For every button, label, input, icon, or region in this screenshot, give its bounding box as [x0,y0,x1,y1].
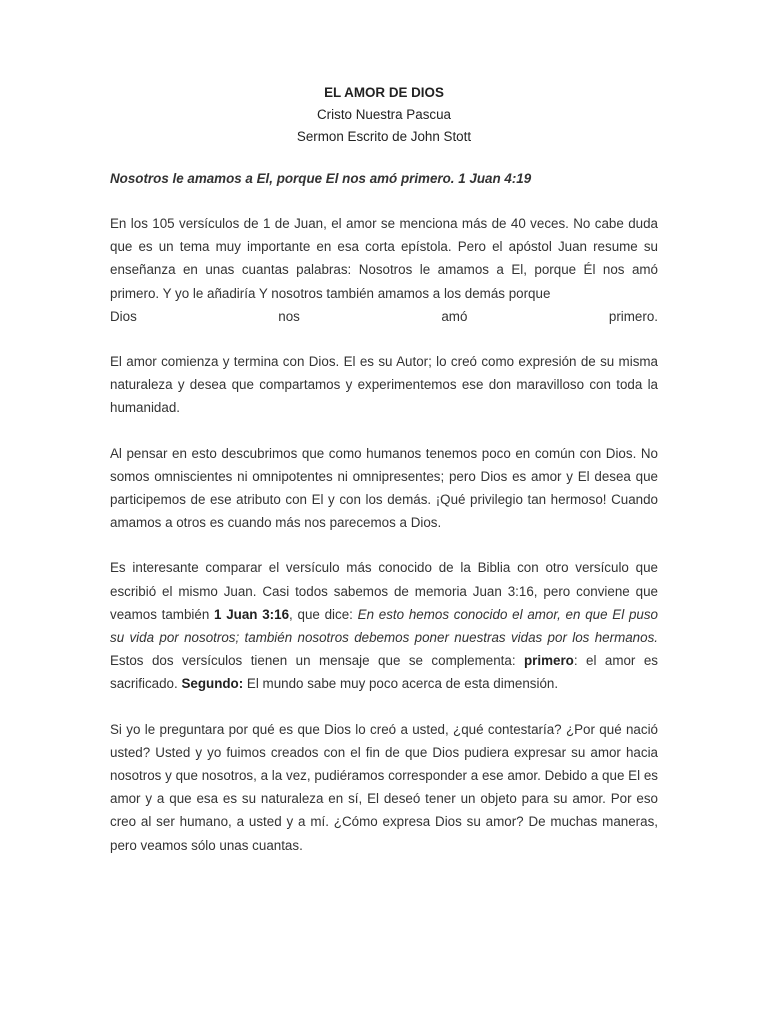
verse-quote: En esto hemos conocido el amor, en que El puso su vida por nosotros; también nosotros debemos poner nuestras vidas por los hermanos. [110,606,658,646]
paragraph-4-text-4: : el amor es sacrificado. [110,653,658,692]
document-subtitle: Cristo Nuestra Pascua [317,107,451,122]
author-line: Sermon Escrito de John Stott [296,129,472,144]
paragraph-2: El amor comienza y termina con Dios. El es su Autor; lo creó como expresión de su misma naturaleza y desea que compartamos y experimentemos ese don maravilloso con toda la humanidad. [110,354,658,416]
verse-reference: 1 Juan 3:16 [214,606,290,622]
document-title: EL AMOR DE DIOS [324,85,444,100]
document-header [110,82,658,148]
paragraph-4-text-1: Es interesante comparar el versículo más conocido de la Biblia con otro versículo que escribió el mismo Juan. Casi todos sabemos de memoria Juan 3:16, pero conviene que veamos también [110,560,658,622]
paragraph-4-text-5: El mundo sabe muy poco acerca de esta dimensión. [243,676,559,692]
paragraph-4 [110,556,658,695]
key-verse: Nosotros le amamos a El, porque El nos amó primero. 1 Juan 4:19 [110,171,532,186]
paragraph-4-text-3: Estos dos versículos tienen un mensaje que se complementa: [110,653,524,669]
paragraph-5: Si yo le preguntara por qué es que Dios lo creó a usted, ¿qué contestaría? ¿Por qué nació usted? Usted y yo fuimos creados con el fin de que Dios pudiera expresar su amor hacia nosotros y que nosotros, a la vez, pudiéramos corresponder a ese amor. Debido a que El es amor y a que esa es su naturaleza en sí, El deseó tener un objeto para su amor. Por eso creo al ser humano, a usted y a mí. ¿Cómo expresa Dios su amor? De muchas maneras, pero veamos sólo unas cuantas. [110,721,658,853]
paragraph-1-text: En los 105 versículos de 1 de Juan, el amor se menciona más de 40 veces. No cabe duda que es un tema muy importante en esa corta epístola. Pero el apóstol Juan resume su enseñanza en unas cuantas palabras: Nosotros le amamos a El, porque Él nos amó primero. Y yo le añadiría Y nosotros también amamos a los demás porque [110,216,658,301]
paragraph-3: Al pensar en esto descubrimos que como humanos tenemos poco en común con Dios. No somos omniscientes ni omnipotentes ni omnipresentes; pero Dios es amor y El desea que participemos de ese atributo con El y con los demás. ¡Qué privilegio tan hermoso! Cuando amamos a otros es cuando más nos parecemos a Dios. [110,445,658,531]
paragraph-1 [110,212,658,328]
emphasis-segundo: Segundo: [181,676,244,692]
paragraph-1-last-line: Dios nos amó primero. [110,308,658,324]
emphasis-primero: primero [523,653,574,669]
paragraph-4-text-2: , que dice: [289,606,358,622]
